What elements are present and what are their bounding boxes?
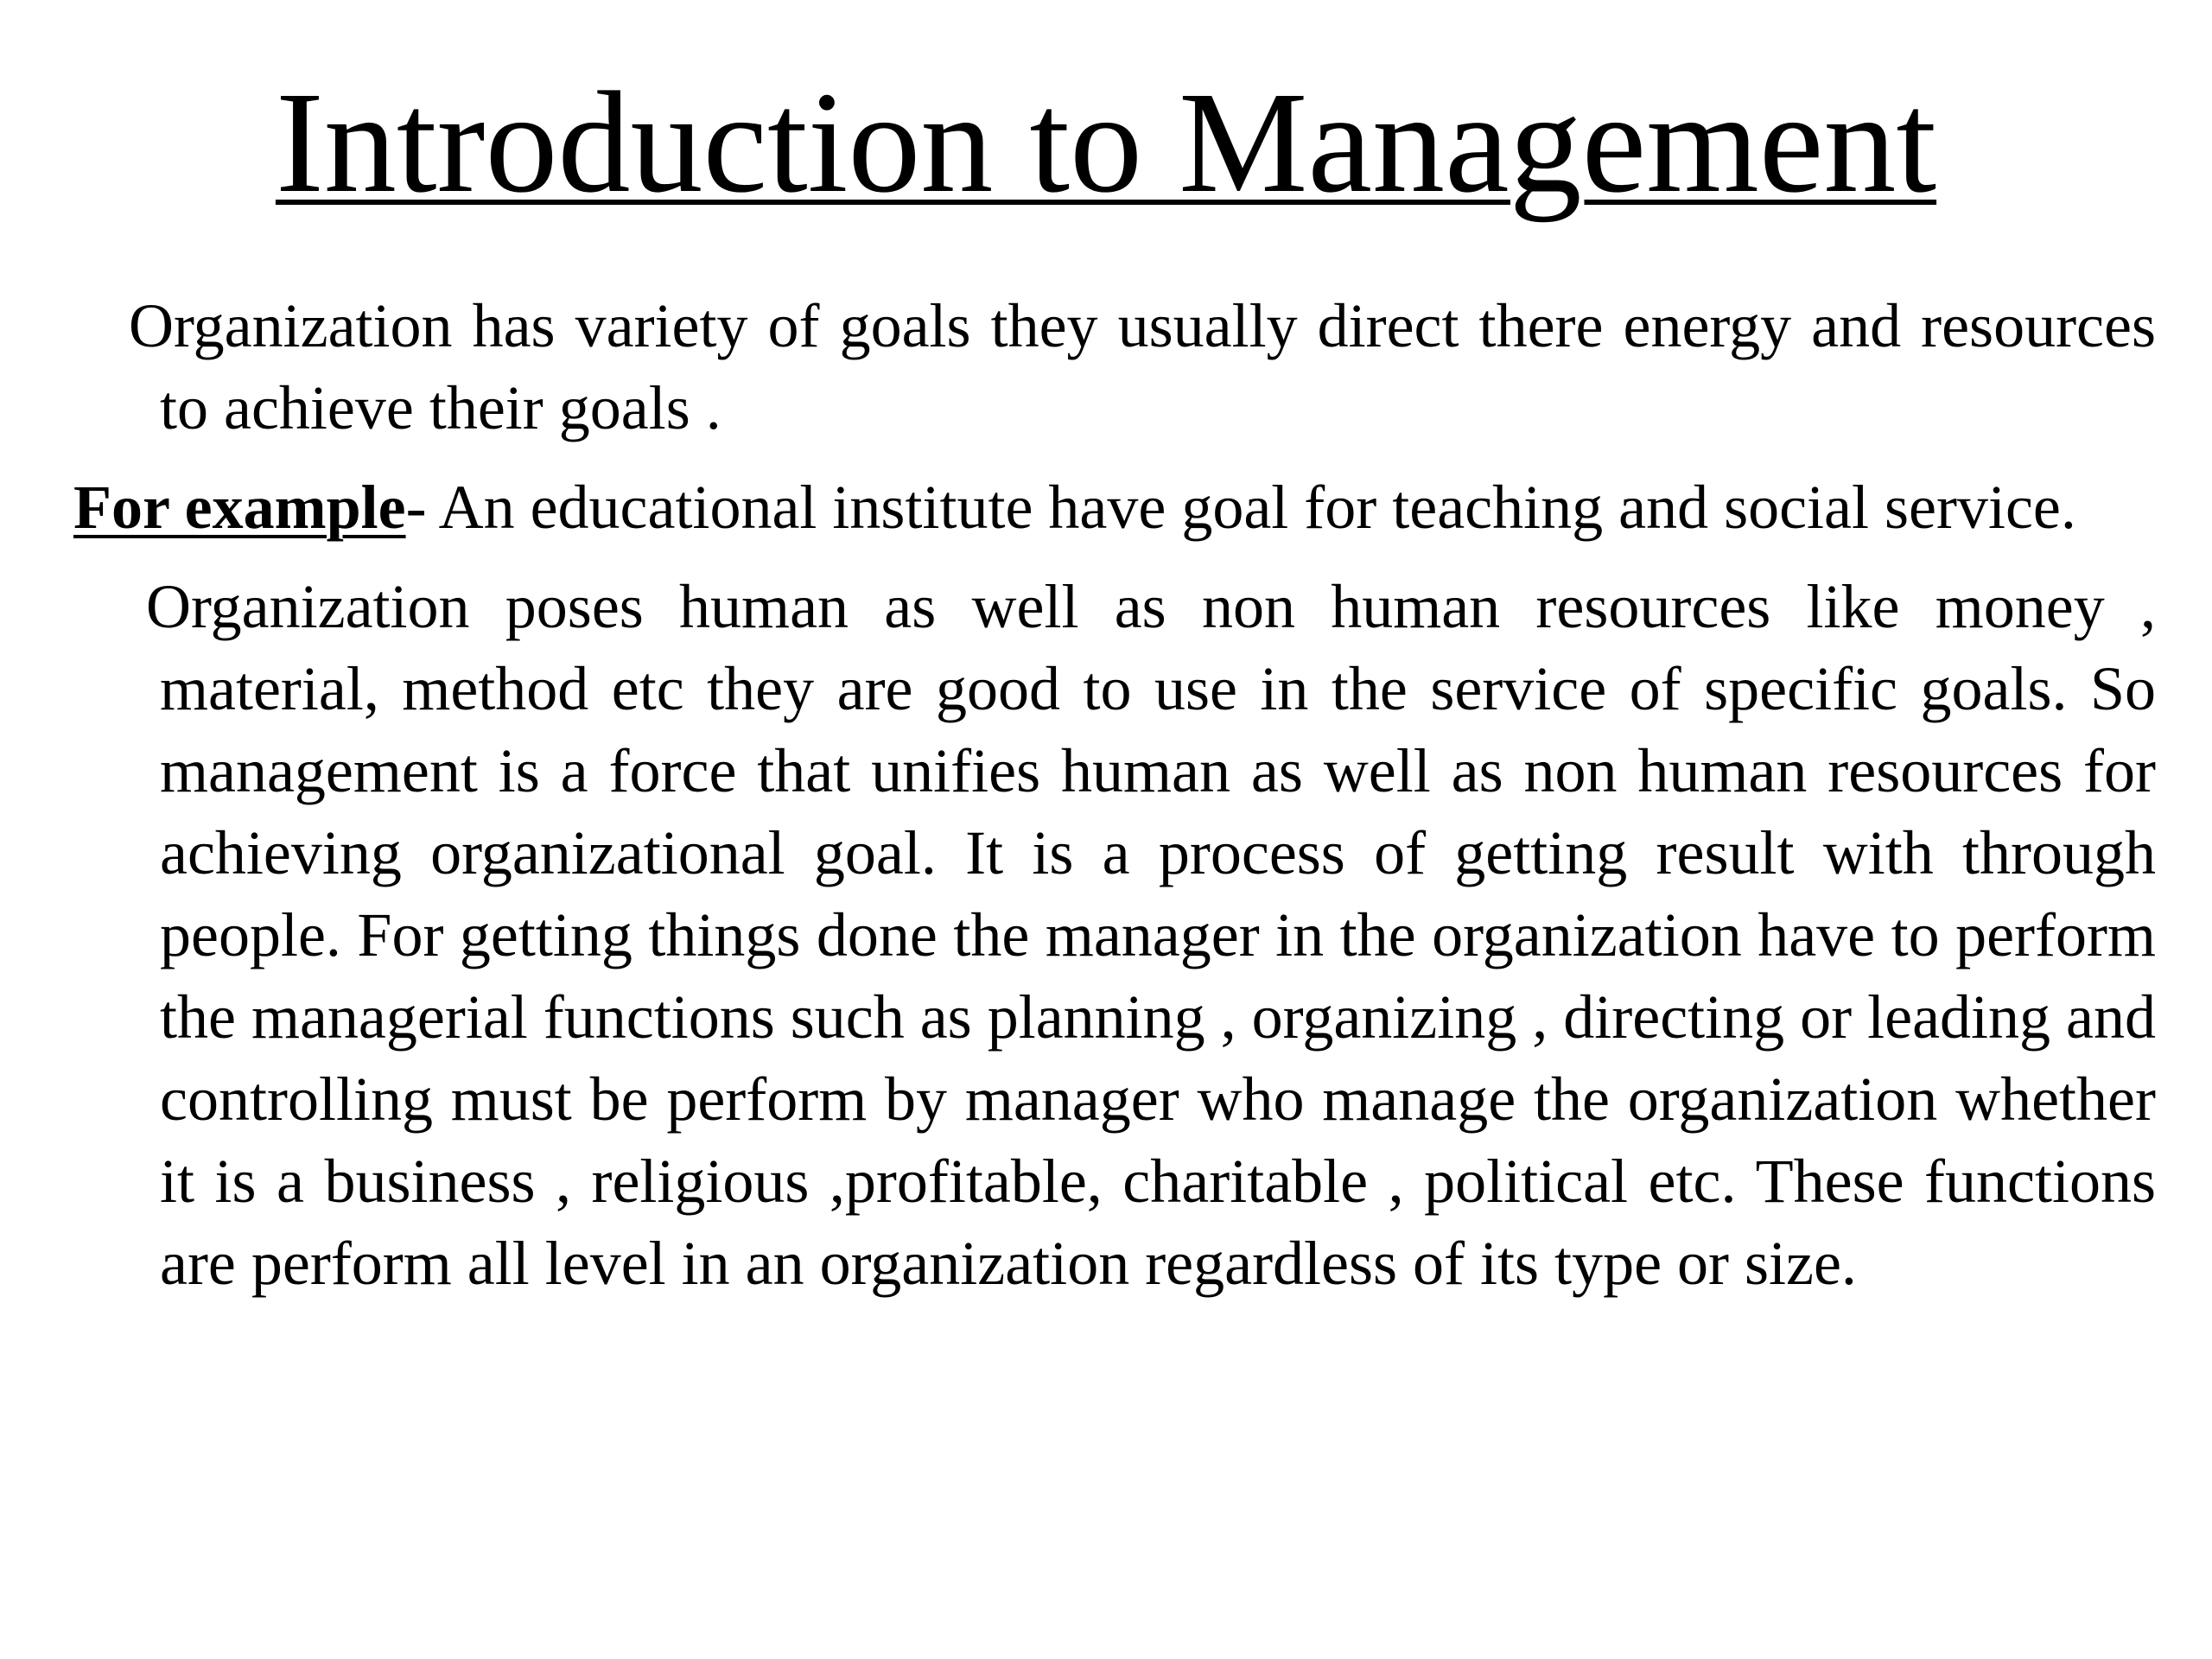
slide-title: [0, 60, 2212, 225]
example-text: - An educational institute have goal for teaching and social service.: [405, 473, 2076, 542]
slide-body: [73, 285, 2156, 1322]
paragraph-management: Organization poses human as well as non human resources like money , material, method etc they are good to use in the service of specific goals. So management is a force that unifies human as well as non human resources for achieving organizational goal. It is a process of getting result with through people. For getting things done the manager in the organization have to perform the managerial functions such as planning , organizing , directing or leading and controlling must be perform by manager who manage the organization whether it is a business , religious ,profitable, charitable , political etc. These functions are perform all level in an organization regardless of its type or size.: [146, 572, 2157, 1298]
slide-title-text: Introduction to Management: [275, 62, 1937, 223]
example-lead: For example: [73, 473, 406, 542]
paragraph-example: [73, 467, 2156, 549]
paragraph-goals: Organization has variety of goals they usually direct there energy and resources to achieve their goals .: [129, 291, 2156, 442]
